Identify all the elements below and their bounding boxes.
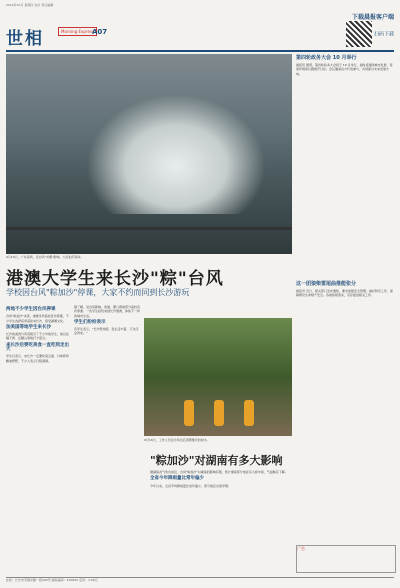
section-heading: 加美国等地学生来长沙 (6, 324, 51, 330)
masthead (6, 10, 394, 52)
worker-figure (244, 400, 254, 426)
app-download-label: 下载晨报客户端 (351, 14, 394, 21)
article-text: 今年以来，全省平均降雨量比常年偏少，部分地区出现旱情。 (150, 483, 232, 488)
section-heading: 全省今年降雨量比常年偏少 (150, 476, 204, 482)
section-heading: 来长沙后要吃美食一直吃到走出天 (6, 342, 69, 353)
app-download-sub: 扫码下载 (373, 31, 394, 38)
main-photo-typhoon-waves (6, 54, 292, 254)
topline: 2019年10月 星期四 农历 责任编辑 (6, 3, 54, 7)
secondary-photo-workers (144, 318, 292, 436)
article-text: 长沙的美食与风景吸引了不少外地学生，他们在橘子洲、岳麓山等地打卡留念。 (6, 332, 70, 341)
wave-splash (86, 94, 266, 214)
sidebar-text: 晨报讯 据悉，第四轮政务大会将于 10 月举行，届时将围绕城市发展、营商环境等议题展开讨论。会议邀请各方代表参与，共同探讨未来发展方向。 (296, 63, 393, 76)
secondary-headline: "粽加沙"对湖南有多大影响 (150, 454, 283, 467)
photo2-caption: 9月16日，工作人员在台风过后清理倒伏的树木。 (144, 438, 210, 442)
article-column-left (6, 305, 70, 575)
article-text: 晨报讯 近日，相关部门发布通知，要求加强安全管理，做好防范工作，保障群众生命财产安全。各地积极落实，有序推进相关工作。 (296, 289, 393, 298)
main-headline: 港澳大学生来长沙"粽"台风 (6, 269, 224, 289)
page-code: A07 (92, 28, 108, 36)
section-heading: 学生们纷纷表示 (74, 319, 106, 325)
article-text: 有学生表示，"长沙很热闹，夜生活丰富，下次还会再来。" (74, 327, 139, 336)
worker-figure (184, 400, 194, 426)
right-article (296, 280, 394, 560)
article-text: 学生们表示，来长沙一定要吃臭豆腐、口味虾和糖油粑粑，不少人表示行程满满。 (6, 354, 70, 363)
article-column-bottom (150, 470, 292, 574)
sidebar-article (296, 54, 394, 272)
app-download[interactable] (346, 12, 394, 47)
photo-caption: 9月16日，广东深圳，受台风"米娜"影响，大浪拍打海岸。 (6, 255, 84, 259)
qr-code-icon[interactable] (346, 21, 372, 47)
masthead-badge: Morning Express (58, 27, 97, 36)
main-subheadline: 学校因台风"粽加沙"停课，大家不约而同到长沙游玩 (6, 288, 190, 297)
section-heading: 两地不少学生因台风停课 (6, 307, 56, 312)
page-footer: 社址：长沙市芙蓉中路一段442号 邮政编码：410005 定价：1.00元 (6, 577, 394, 586)
article-column-mid (74, 305, 140, 575)
article-text: 据湖南省气象台消息，台风"粽加沙"对湖南的影响有限，预计湘南部分地区有小到中雨，气温略有下降。 (150, 470, 288, 474)
article-text: 据了解，受台风影响，香港、澳门两地部分高校宣布停课。一些学生趁机来到长沙旅游，体验不一样的城市生活。 (74, 305, 140, 318)
right-article-title: 这一团狼柴雷尾曲推能张分 (296, 281, 357, 287)
section-title: 世相 (6, 29, 44, 49)
worker-figure (214, 400, 224, 426)
advertisement[interactable]: 广告 (296, 545, 396, 573)
sidebar-title: 第四轮政务大会 10 月举行 (296, 55, 357, 61)
seawall-railing (6, 227, 292, 230)
article-text: 台风"粽加沙"来袭，港澳多所高校宣布停课，不少学生选择搭乘高铁来长沙，感受湖湘文化。 (6, 314, 69, 323)
